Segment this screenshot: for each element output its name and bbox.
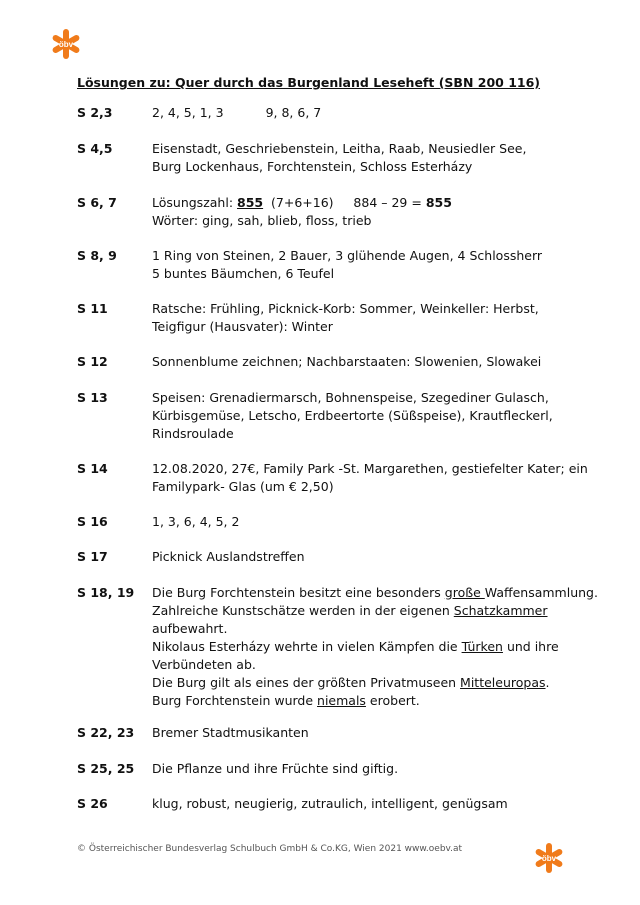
answer-line: Familypark- Glas (um € 2,50) xyxy=(152,479,334,494)
answer-line: Eisenstadt, Geschriebenstein, Leitha, Raab, Neusiedler See, xyxy=(152,141,527,156)
answer-text xyxy=(152,104,572,122)
answer-text xyxy=(152,584,598,710)
page-key: S 16 xyxy=(77,514,108,529)
page-key: S 14 xyxy=(77,461,108,476)
answer-text xyxy=(152,513,572,531)
page-key: S 13 xyxy=(77,390,108,405)
answer-fragment: Lösungszahl: xyxy=(152,195,237,210)
answer-line: Burg Forchtenstein wurde niemals erobert. xyxy=(152,693,420,708)
answer-line: Die Burg gilt als eines der größten Privatmuseen Mitteleuropas. xyxy=(152,675,550,690)
answer-line xyxy=(152,584,598,602)
answer-fragment: (7+6+16) 884 – 29 = xyxy=(263,195,426,210)
answer-line: Teigfigur (Hausvater): Winter xyxy=(152,319,333,334)
answer-line: Verbündeten ab. xyxy=(152,657,256,672)
answer-line: Wörter: ging, sah, blieb, floss, trieb xyxy=(152,213,372,228)
answer-text xyxy=(152,724,572,742)
answer-fragment: Waffensammlung. xyxy=(484,585,598,600)
answer-text xyxy=(152,140,572,176)
answer-line: Speisen: Grenadiermarsch, Bohnenspeise, Szegediner Gulasch, xyxy=(152,390,549,405)
answer-text xyxy=(152,760,572,778)
page-key: S 11 xyxy=(77,301,108,316)
answer-text xyxy=(152,548,572,566)
page-key: S 22, 23 xyxy=(77,725,135,740)
underlined-word: Schatzkammer xyxy=(453,603,548,618)
svg-text:öbv: öbv xyxy=(58,40,74,49)
answer-line xyxy=(152,194,572,212)
answer-fragment: Die Burg Forchtenstein besitzt eine besonders xyxy=(152,585,445,600)
page-key: S 6, 7 xyxy=(77,195,117,210)
answer-text xyxy=(152,353,572,371)
solution-number: 855 xyxy=(237,195,264,210)
page-title: Lösungen zu: Quer durch das Burgenland Leseheft (SBN 200 116) xyxy=(77,75,541,90)
underlined-word: große xyxy=(444,585,485,600)
answer-text xyxy=(152,194,572,230)
answer-line: aufbewahrt. xyxy=(152,621,228,636)
answer-line: 12.08.2020, 27€, Family Park -St. Margarethen, gestiefelter Kater; ein xyxy=(152,461,588,476)
oebv-logo-bottom xyxy=(533,842,565,874)
page-key: S 26 xyxy=(77,796,108,811)
svg-text:öbv: öbv xyxy=(541,854,557,863)
answer-line: Picknick Auslandstreffen xyxy=(152,549,305,564)
copyright-footer: © Österreichischer Bundesverlag Schulbuch GmbH & Co.KG, Wien 2021 www.oebv.at xyxy=(77,844,463,854)
underlined-word: Türken xyxy=(461,639,503,654)
answer-sequence-b: 9, 8, 6, 7 xyxy=(265,105,322,120)
answer-text xyxy=(152,795,572,813)
answer-text xyxy=(152,247,572,283)
answer-line: 1, 3, 6, 4, 5, 2 xyxy=(152,514,240,529)
answer-line: Sonnenblume zeichnen; Nachbarstaaten: Slowenien, Slowakei xyxy=(152,354,542,369)
page-key: S 18, 19 xyxy=(77,585,135,600)
answer-text xyxy=(152,460,588,496)
answer-line: Zahlreiche Kunstschätze werden in der eigenen Schatzkammer xyxy=(152,603,548,618)
answer-text xyxy=(152,389,572,443)
answer-line: 1 Ring von Steinen, 2 Bauer, 3 glühende Augen, 4 Schlossherr xyxy=(152,248,543,263)
underlined-word: Mitteleuropas xyxy=(460,675,546,690)
answer-line: Bremer Stadtmusikanten xyxy=(152,725,309,740)
page-key: S 2,3 xyxy=(77,105,113,120)
answer-line: Nikolaus Esterházy wehrte in vielen Kämpfen die Türken und ihre xyxy=(152,639,559,654)
page-key: S 12 xyxy=(77,354,108,369)
oebv-logo-top xyxy=(50,28,82,60)
answer-line: klug, robust, neugierig, zutraulich, intelligent, genügsam xyxy=(152,796,508,811)
page-key: S 4,5 xyxy=(77,141,113,156)
page-key: S 8, 9 xyxy=(77,248,117,263)
page-key: S 25, 25 xyxy=(77,761,135,776)
answer-line: Kürbisgemüse, Letscho, Erdbeertorte (Süßspeise), Krautfleckerl, xyxy=(152,408,553,423)
answer-text xyxy=(152,300,572,336)
answer-sequence-a: 2, 4, 5, 1, 3 xyxy=(152,105,224,120)
solution-number-result: 855 xyxy=(425,195,452,210)
answer-line: Burg Lockenhaus, Forchtenstein, Schloss Esterházy xyxy=(152,159,473,174)
answer-line: 5 buntes Bäumchen, 6 Teufel xyxy=(152,266,335,281)
answer-line: Die Pflanze und ihre Früchte sind giftig. xyxy=(152,761,399,776)
page-key: S 17 xyxy=(77,549,108,564)
underlined-word: niemals xyxy=(317,693,366,708)
answer-line: Rindsroulade xyxy=(152,426,234,441)
answer-line: Ratsche: Frühling, Picknick-Korb: Sommer, Weinkeller: Herbst, xyxy=(152,301,539,316)
